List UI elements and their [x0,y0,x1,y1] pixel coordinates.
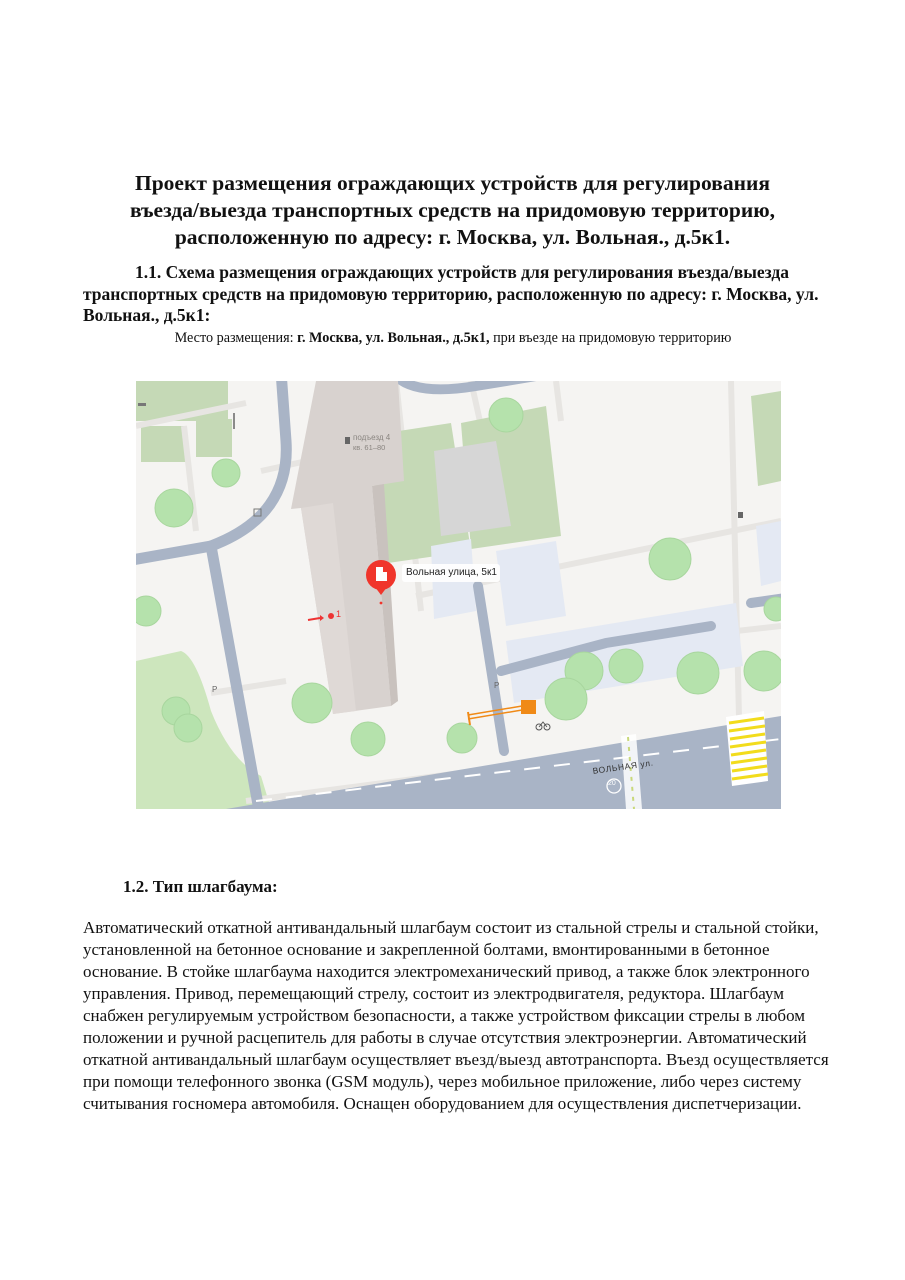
section-1-2-body: Автоматический откатной антивандальный шлагбаум состоит из стальной стрелы и стальной стойки, установленной на бетонное основание и закрепленной болтами, вмонтированными в бетонное основание. В стойке шлагбаума находится электромеханический привод, а также блок электронного управления. Привод, перемещающий стрелу, состоит из электродвигателя, редуктора. Шлагбаум снабжен регулируемым устройством безопасности, а также устройством фиксации стрелы в любом положении и ручной расцепитель для работы в случае отсутствия электроэнергии. Автоматический откатной антивандальный шлагбаум осуществляет въезд/выезд автотранспорта. Въезд осуществляется при помощи телефонного звонка (GSM модуль), через мобильное приложение, либо через систему считывания госномера автомобиля. Оснащен оборудованием для осуществления диспетчеризации. [83,918,829,1113]
entrance-door-icon [345,437,350,444]
entrance-label: подъезд 4 [353,433,391,442]
lawn [196,419,232,457]
parking-area [496,541,566,626]
parking-label: P [212,685,218,694]
bench-icon [138,403,146,406]
placement-address: г. Москва, ул. Вольная., д.5к1, [297,330,490,346]
entrance-apartments-label: кв. 61–80 [353,443,386,452]
street-label: ВОЛЬНАЯ ул. [592,757,655,776]
document-title: Проект размещения ограждающих устройств для регулирования въезда/выезда транспортных средств на придомовую территорию, расположенную по адресу: г. Москва, ул. Вольная., д.5к1. [129,171,776,249]
placement-prefix: Место размещения: [174,330,298,346]
placement-suffix: при въезде на придомовую территорию [489,330,732,346]
entrance-marker-number: 1 [336,609,342,619]
placement-line [83,329,823,347]
speed-limit-value: 20 [608,780,616,787]
site-map [136,381,781,809]
entrance-door-icon [738,512,743,518]
address-label: Вольная улица, 5к1 [406,567,497,578]
parking-label: P [494,681,500,690]
section-1-2-heading: 1.2. Тип шлагбаума: [123,877,278,896]
section-1-1-heading: 1.1. Схема размещения ограждающих устройств для регулирования въезда/выезда транспортных средств на придомовую территорию, расположенную по адресу: г. Москва, ул. Вольная., д.5к1: [83,262,819,325]
crosswalk-yellow [726,711,768,786]
lawn [141,426,187,462]
